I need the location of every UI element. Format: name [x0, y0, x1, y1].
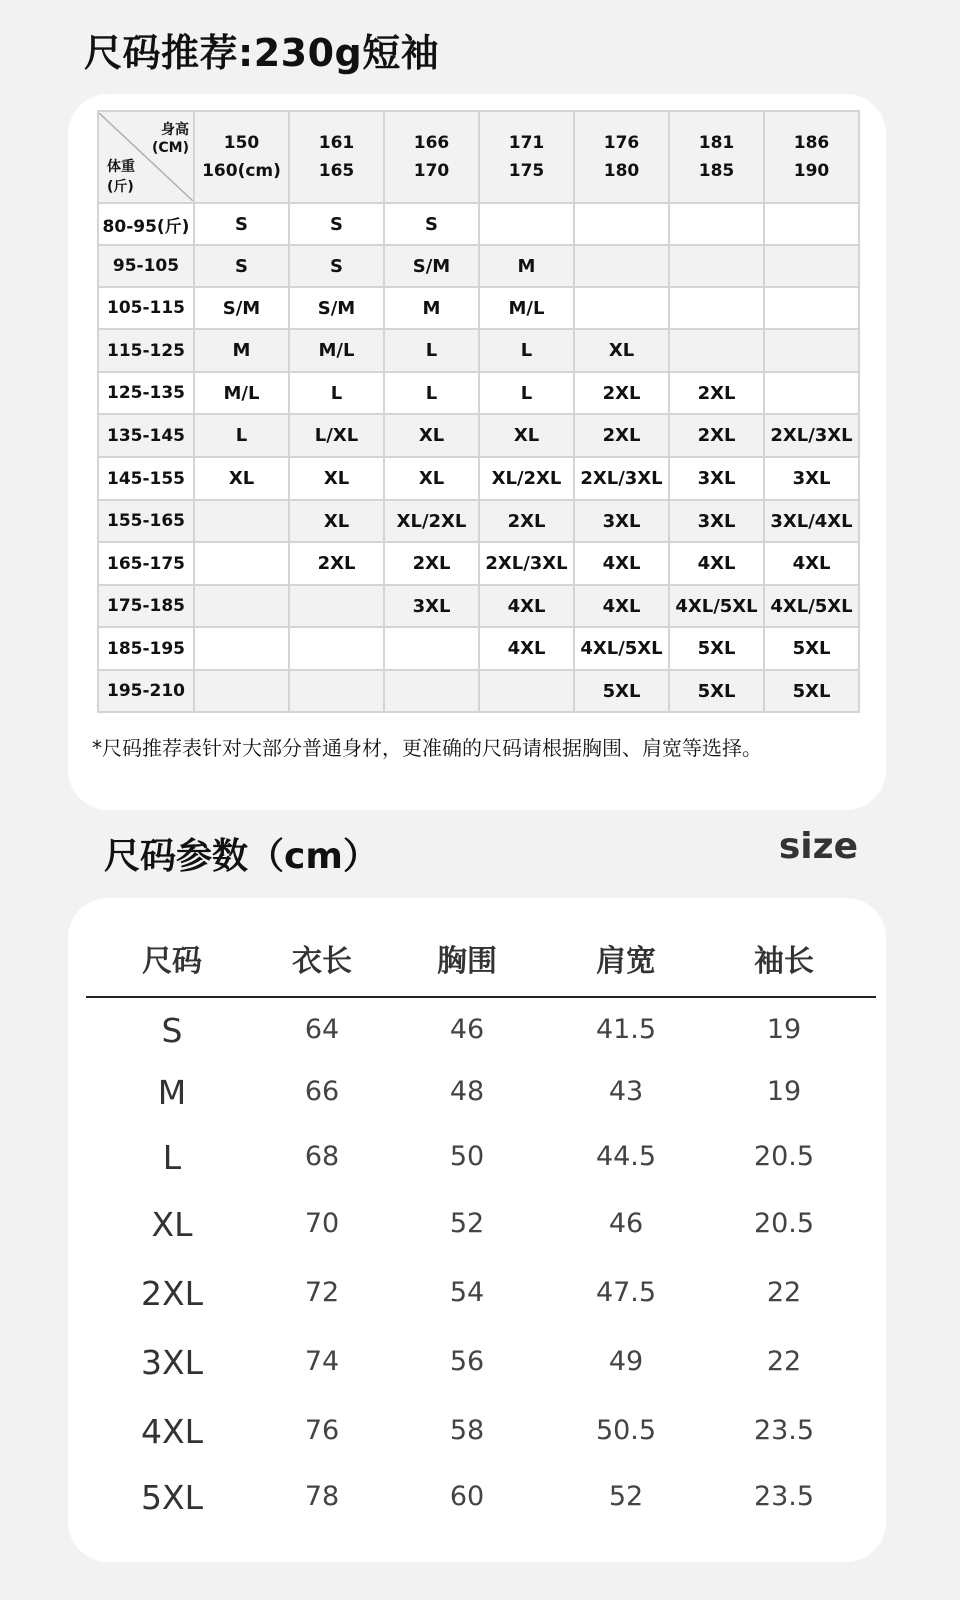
size-cell: L — [479, 329, 574, 372]
measurement-cell: 49 — [608, 1346, 644, 1377]
size-cell — [194, 585, 289, 627]
size-cell: L — [289, 372, 384, 414]
height-unit-label: (CM) — [151, 140, 189, 156]
measurement-cell: 58 — [449, 1415, 485, 1446]
size-cell: S/M — [384, 245, 479, 287]
size-cell — [764, 329, 859, 372]
size-cell: XL — [384, 457, 479, 500]
height-range-header — [764, 111, 859, 203]
weight-row — [98, 329, 859, 372]
height-range-start: 171 — [508, 133, 545, 153]
size-name-cell: S — [161, 1011, 183, 1050]
size-cell — [574, 203, 669, 245]
weight-row — [98, 457, 859, 500]
height-range-end: 165 — [318, 161, 355, 181]
weight-row — [98, 500, 859, 542]
size-cell: 5XL — [574, 670, 669, 712]
size-cell — [669, 245, 764, 287]
size-cell: M — [194, 329, 289, 372]
measurement-cell: 44.5 — [595, 1141, 657, 1172]
size-params-table — [86, 898, 876, 1517]
size-cell: XL — [574, 329, 669, 372]
size-cell — [669, 287, 764, 329]
size-cell: 2XL — [574, 372, 669, 414]
height-range-header — [194, 111, 289, 203]
weight-label: 体重 — [107, 159, 135, 175]
size-cell — [289, 627, 384, 670]
size-cell: M/L — [194, 372, 289, 414]
size-cell — [479, 203, 574, 245]
height-range-start: 181 — [698, 133, 735, 153]
measurement-cell: 23.5 — [753, 1481, 815, 1512]
weight-range-cell: 145-155 — [98, 457, 194, 500]
measurement-cell: 19 — [766, 1014, 802, 1045]
measurement-cell: 48 — [449, 1076, 485, 1107]
measurement-cell: 50 — [449, 1141, 485, 1172]
weight-range-cell: 135-145 — [98, 414, 194, 457]
height-range-start: 176 — [603, 133, 640, 153]
height-range-end: 190 — [793, 161, 830, 181]
measurement-cell: 22 — [766, 1277, 802, 1308]
size-cell: 3XL — [384, 585, 479, 627]
measurement-cell: 46 — [608, 1208, 644, 1239]
size-cell — [384, 627, 479, 670]
weight-range-cell: 165-175 — [98, 542, 194, 585]
size-cell: M — [384, 287, 479, 329]
weight-range-cell: 125-135 — [98, 372, 194, 414]
size-cell: XL — [289, 457, 384, 500]
size-params-header — [86, 898, 876, 998]
weight-range-cell: 80-95(斤) — [98, 203, 194, 245]
column-header: 尺码 — [142, 944, 202, 979]
measurement-cell: 54 — [449, 1277, 485, 1308]
weight-row — [98, 287, 859, 329]
weight-row — [98, 670, 859, 712]
measurement-cell: 19 — [766, 1076, 802, 1107]
measurement-cell: 56 — [449, 1346, 485, 1377]
size-cell — [289, 585, 384, 627]
size-note: *尺码推荐表针对大部分普通身材，更准确的尺码请根据胸围、肩宽等选择。 — [92, 736, 762, 760]
size-cell: XL/2XL — [479, 457, 574, 500]
height-range-end: 185 — [698, 161, 735, 181]
height-range-header — [384, 111, 479, 203]
size-cell — [194, 670, 289, 712]
table-row — [86, 1073, 876, 1116]
size-cell: S — [194, 203, 289, 245]
table-row — [86, 1412, 876, 1455]
weight-range-cell: 185-195 — [98, 627, 194, 670]
size-cell: 3XL — [669, 457, 764, 500]
height-range-end: 170 — [413, 161, 450, 181]
height-range-end: 175 — [508, 161, 545, 181]
height-range-start: 166 — [413, 133, 450, 153]
size-cell: M/L — [479, 287, 574, 329]
weight-row — [98, 585, 859, 627]
height-range-header — [289, 111, 384, 203]
size-cell — [669, 203, 764, 245]
measurement-cell: 60 — [449, 1481, 485, 1512]
size-cell: S — [289, 203, 384, 245]
table-row — [86, 1478, 876, 1521]
size-cell: 3XL — [669, 500, 764, 542]
table-row — [86, 1011, 876, 1054]
height-range-end: 160(cm) — [202, 161, 281, 181]
size-cell: L — [384, 372, 479, 414]
weight-range-cell: 175-185 — [98, 585, 194, 627]
size-cell: 3XL/4XL — [764, 500, 859, 542]
size-cell: M/L — [289, 329, 384, 372]
measurement-cell: 76 — [304, 1415, 340, 1446]
size-name-cell: 5XL — [141, 1478, 203, 1517]
measurement-cell: 43 — [608, 1076, 644, 1107]
column-header: 胸围 — [437, 944, 497, 979]
size-name-cell: M — [157, 1073, 187, 1112]
measurement-cell: 64 — [304, 1014, 340, 1045]
column-header: 肩宽 — [596, 944, 656, 979]
size-cell — [574, 287, 669, 329]
size-cell: 3XL — [574, 500, 669, 542]
size-name-cell: 3XL — [141, 1343, 203, 1382]
size-cell: XL — [194, 457, 289, 500]
measurement-cell: 78 — [304, 1481, 340, 1512]
size-cell — [669, 329, 764, 372]
weight-unit-label: (斤) — [107, 179, 134, 195]
size-cell: 4XL — [669, 542, 764, 585]
measurement-cell: 46 — [449, 1014, 485, 1045]
size-cell: 5XL — [669, 627, 764, 670]
size-cell: 4XL — [479, 585, 574, 627]
size-cell: S/M — [194, 287, 289, 329]
size-name-cell: L — [162, 1138, 182, 1177]
size-recommendation-table — [97, 110, 860, 713]
measurement-cell: 20.5 — [753, 1141, 815, 1172]
weight-range-cell: 95-105 — [98, 245, 194, 287]
size-name-cell: 2XL — [141, 1274, 203, 1313]
size-cell: 5XL — [669, 670, 764, 712]
measurement-cell: 22 — [766, 1346, 802, 1377]
size-cell: XL/2XL — [384, 500, 479, 542]
measurement-cell: 50.5 — [595, 1415, 657, 1446]
size-cell: 2XL/3XL — [479, 542, 574, 585]
size-cell: 2XL — [669, 414, 764, 457]
measurement-cell: 20.5 — [753, 1208, 815, 1239]
column-header: 衣长 — [292, 944, 352, 979]
size-cell: 5XL — [764, 670, 859, 712]
height-range-start: 161 — [318, 133, 355, 153]
measurement-cell: 70 — [304, 1208, 340, 1239]
measurement-cell: 68 — [304, 1141, 340, 1172]
size-cell — [764, 245, 859, 287]
height-range-start: 186 — [793, 133, 830, 153]
size-cell: XL — [479, 414, 574, 457]
size-cell — [764, 287, 859, 329]
size-cell — [764, 372, 859, 414]
size-cell: S — [384, 203, 479, 245]
table-row — [86, 1343, 876, 1386]
size-cell — [194, 627, 289, 670]
size-cell: 2XL — [289, 542, 384, 585]
height-range-header — [574, 111, 669, 203]
size-cell: 5XL — [764, 627, 859, 670]
size-cell: 2XL/3XL — [764, 414, 859, 457]
weight-range-cell: 195-210 — [98, 670, 194, 712]
weight-range-cell: 115-125 — [98, 329, 194, 372]
size-cell: 4XL/5XL — [574, 627, 669, 670]
size-cell: 4XL/5XL — [764, 585, 859, 627]
size-cell: L — [194, 414, 289, 457]
table-row — [86, 1205, 876, 1248]
size-cell: S/M — [289, 287, 384, 329]
weight-row — [98, 372, 859, 414]
measurement-cell: 41.5 — [595, 1014, 657, 1045]
height-range-header — [479, 111, 574, 203]
size-cell: S — [194, 245, 289, 287]
size-cell: XL — [289, 500, 384, 542]
size-label: size — [778, 826, 858, 867]
weight-range-cell: 155-165 — [98, 500, 194, 542]
height-range-start: 150 — [223, 133, 260, 153]
measurement-cell: 66 — [304, 1076, 340, 1107]
weight-row — [98, 542, 859, 585]
size-cell: L/XL — [289, 414, 384, 457]
size-cell: 4XL — [574, 542, 669, 585]
size-cell: 2XL — [479, 500, 574, 542]
size-cell — [194, 542, 289, 585]
size-cell: L — [384, 329, 479, 372]
size-cell — [574, 245, 669, 287]
measurement-cell: 47.5 — [595, 1277, 657, 1308]
size-cell — [764, 203, 859, 245]
corner-header-cell — [98, 111, 194, 203]
size-cell: 4XL — [574, 585, 669, 627]
size-cell: 4XL — [764, 542, 859, 585]
weight-row — [98, 245, 859, 287]
size-cell: L — [479, 372, 574, 414]
size-recommendation-card — [68, 94, 886, 810]
size-cell: M — [479, 245, 574, 287]
size-cell: 2XL — [384, 542, 479, 585]
size-params-title: 尺码参数（cm） — [104, 836, 379, 877]
measurement-cell: 52 — [449, 1208, 485, 1239]
measurement-cell: 72 — [304, 1277, 340, 1308]
size-params-card — [68, 898, 886, 1562]
size-cell: 2XL — [574, 414, 669, 457]
size-cell: 4XL — [479, 627, 574, 670]
size-name-cell: 4XL — [141, 1412, 203, 1451]
weight-row — [98, 414, 859, 457]
measurement-cell: 74 — [304, 1346, 340, 1377]
size-cell — [289, 670, 384, 712]
size-name-cell: XL — [151, 1205, 193, 1244]
size-cell: 2XL — [669, 372, 764, 414]
size-cell — [479, 670, 574, 712]
size-cell: XL — [384, 414, 479, 457]
height-range-header — [669, 111, 764, 203]
height-label: 身高 — [161, 122, 189, 138]
size-cell: S — [289, 245, 384, 287]
table-row — [86, 1274, 876, 1317]
table-row — [86, 1138, 876, 1181]
size-cell — [194, 500, 289, 542]
size-cell — [384, 670, 479, 712]
column-header: 袖长 — [754, 944, 814, 979]
size-cell: 3XL — [764, 457, 859, 500]
measurement-cell: 23.5 — [753, 1415, 815, 1446]
page-title: 尺码推荐:230g短袖 — [84, 31, 440, 75]
size-cell: 4XL/5XL — [669, 585, 764, 627]
height-range-end: 180 — [603, 161, 640, 181]
measurement-cell: 52 — [608, 1481, 644, 1512]
weight-row — [98, 203, 859, 245]
weight-range-cell: 105-115 — [98, 287, 194, 329]
size-cell: 2XL/3XL — [574, 457, 669, 500]
weight-row — [98, 627, 859, 670]
